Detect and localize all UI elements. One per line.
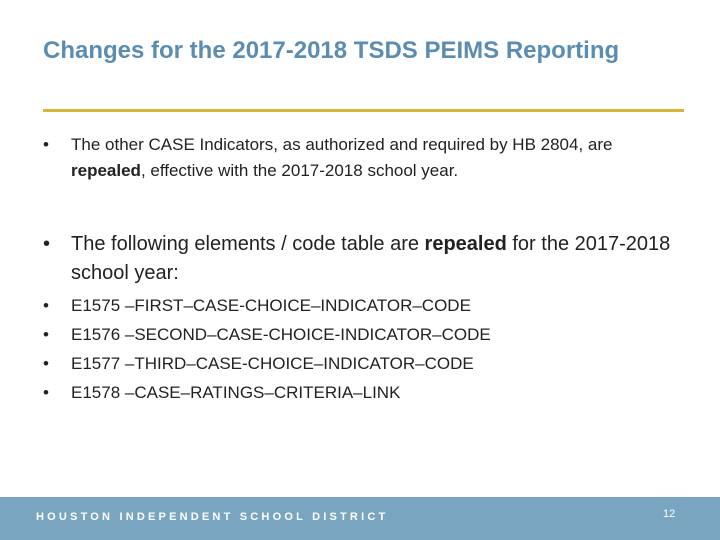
page-number: 12 [663,508,676,520]
bullet-marker: • [43,325,49,344]
bullet-text-part: The other CASE Indicators, as authorized and required by HB 2804, are [71,135,613,154]
bullet-marker: • [43,383,49,402]
slide-title: Changes for the 2017-2018 TSDS PEIMS Reporting [43,37,620,64]
title-divider [43,109,684,112]
element-code: E1576 –SECOND–CASE-CHOICE-INDICATOR–CODE [71,325,491,344]
bullet-text-part: The following elements / code table are [71,233,425,255]
footer-band [0,497,720,540]
bullet-marker: • [43,135,49,154]
bullet-emphasis: repealed [71,161,141,180]
bullet-case-indicators [43,132,683,184]
element-code: E1575 –FIRST–CASE-CHOICE–INDICATOR–CODE [71,296,471,315]
element-code: E1577 –THIRD–CASE-CHOICE–INDICATOR–CODE [71,354,474,373]
list-item [43,320,683,349]
bullet-marker: • [43,233,51,255]
bullet-marker: • [43,296,49,315]
bullet-text [71,230,683,288]
element-code: E1578 –CASE–RATINGS–CRITERIA–LINK [71,383,401,402]
list-item [43,349,683,378]
organization-name: HOUSTON INDEPENDENT SCHOOL DISTRICT [36,511,389,523]
list-item [43,378,683,407]
bullet-emphasis: repealed [424,233,507,255]
bullet-repealed-elements [43,230,683,288]
bullet-text [71,132,683,184]
element-list [43,291,683,407]
list-item [43,291,683,320]
bullet-marker: • [43,354,49,373]
bullet-text-part: for the 2017-2018 school year: [71,233,671,284]
bullet-text-part: , effective with the 2017-2018 school year. [140,161,459,180]
